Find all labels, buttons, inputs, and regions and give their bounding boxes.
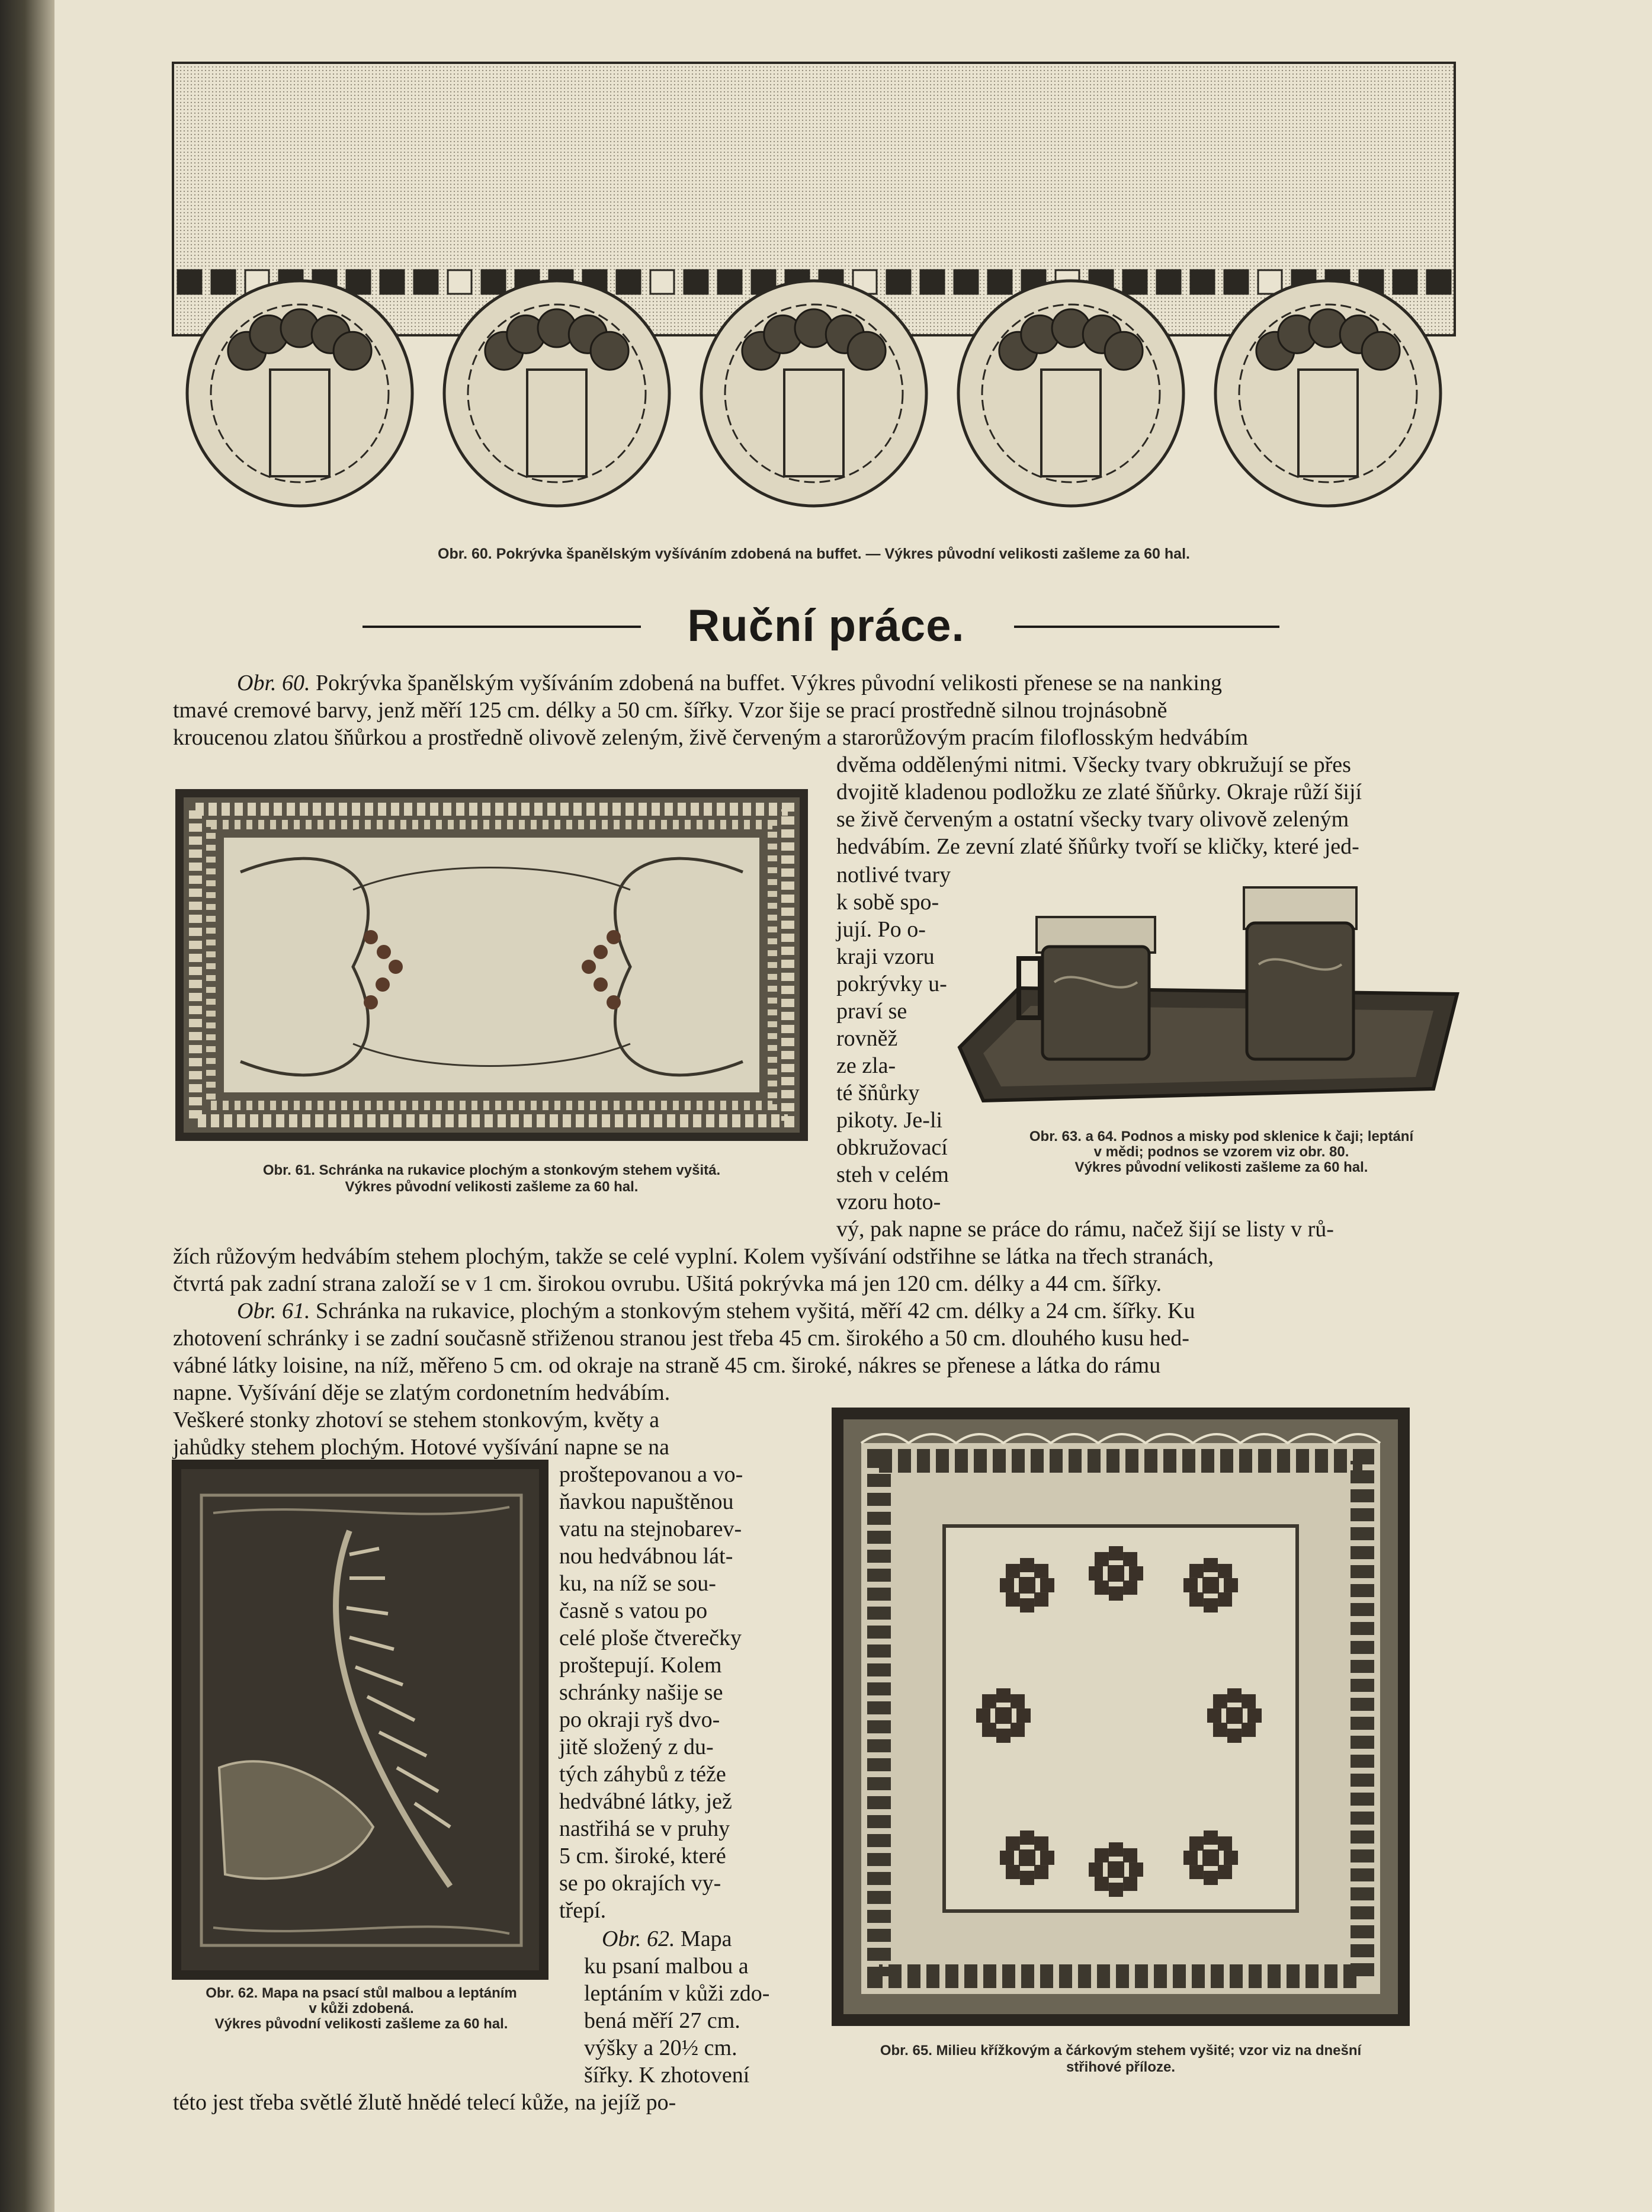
text-line: jitě složený z du- (559, 1735, 714, 1759)
text-line: ku, na níž se sou- (559, 1571, 716, 1596)
text-line (602, 1925, 732, 1953)
text-line: rovněž (836, 1026, 898, 1051)
text-line: hedvábím. Ze zevní zlaté šňůrky tvoří se kličky, které jed- (836, 834, 1359, 859)
text-line: hedvábné látky, jež (559, 1789, 732, 1814)
text-line: Veškeré stonky zhotoví se stehem stonkovým, květy a (173, 1408, 660, 1432)
figure-63-tea-tray (948, 876, 1474, 1124)
caption-line: Obr. 65. Milieu křížkovým a čárkovým stehem vyšité; vzor viz na dnešní (880, 2043, 1362, 2059)
text-line: obkružovací (836, 1135, 948, 1160)
text-line: celé ploše čtverečky (559, 1626, 742, 1650)
figure-62-leather-folder (172, 1460, 548, 1980)
text-line: vábné látky loisine, na níž, měřeno 5 cm. od okraje na straně 45 cm. široké, nákres se přenese a látka do rámu (173, 1353, 1161, 1378)
text-line: schránky našije se (559, 1680, 723, 1705)
text-line: se živě červeným a ostatní všecky tvary olivově zeleným (836, 807, 1349, 832)
figure-62-caption (160, 1986, 563, 2032)
text-line: kroucenou zlatou šňůrkou a prostředně olivově zeleným, živě červeným a starorůžovým pracím filoflosským hedvábím (173, 725, 1249, 750)
text-line: proštepují. Kolem (559, 1653, 722, 1678)
text-line: dvojitě kladenou podložku ze zlaté šňůrky. Okraje růží šijí (836, 780, 1362, 804)
text-line: notlivé tvary (836, 863, 951, 887)
text-line: tých záhybů z téže (559, 1762, 726, 1787)
text-line: pikoty. Je-li (836, 1108, 943, 1133)
text-line: tmavé cremové barvy, jenž měří 125 cm. délky a 50 cm. šířky. Vzor šije se prací prostředně silnou trojnásobně (173, 698, 1167, 723)
text-line: praví se (836, 999, 907, 1024)
text-line: k sobě spo- (836, 890, 939, 915)
caption-line: v mědi; podnos se vzorem viz obr. 80. (1093, 1144, 1349, 1160)
caption-line: Výkres původní velikosti zašleme za 60 hal. (1074, 1159, 1368, 1175)
tea-tray-photo (948, 876, 1474, 1124)
text-line: dvěma oddělenými nitmi. Všecky tvary obkružují se přes (836, 752, 1351, 777)
text-line: časně s vatou po (559, 1598, 708, 1623)
caption-line: Obr. 62. Mapa na psací stůl malbou a leptáním (206, 1985, 517, 2001)
text-line: čtvrtá pak zadní strana založí se v 1 cm. širokou ovrubu. Ušitá pokrývka má jen 120 cm. délky a 44 cm. šířky. (173, 1271, 1162, 1296)
text-line: napne. Vyšívání děje se zlatým cordonetním hedvábím. (173, 1380, 671, 1405)
text-lead: Obr. 62. (602, 1926, 675, 1951)
text-lead: Obr. 60. (237, 671, 310, 695)
text-line: jují. Po o- (836, 917, 926, 942)
text-line: vzoru hoto- (836, 1190, 941, 1214)
text-span: Schránka na rukavice, plochým a stonkovým stehem vyšitá, měří 42 cm. délky a 24 cm. šířky. Ku (316, 1299, 1195, 1323)
glove-box-photo (175, 789, 808, 1141)
text-line: výšky a 20½ cm. (584, 2035, 737, 2060)
text-line: vatu na stejnobarev- (559, 1517, 742, 1541)
caption-line: Výkres původní velikosti zašleme za 60 hal. (345, 1179, 639, 1195)
text-line: bená měří 27 cm. (584, 2008, 740, 2033)
text-span: Pokrývka španělským vyšíváním zdobená na buffet. Výkres původní velikosti přenese se na nanking (316, 671, 1222, 695)
figure-61-glove-box (175, 789, 808, 1141)
text-line: ňavkou napuštěnou (559, 1489, 734, 1514)
text-line: leptáním v kůži zdo- (584, 1981, 770, 2006)
text-line: nastřihá se v pruhy (559, 1816, 730, 1841)
figure-60-lace-border (172, 62, 1456, 530)
text-lead: Obr. 61. (237, 1299, 310, 1323)
text-line: po okraji ryš dvo- (559, 1707, 720, 1732)
milieu-photo (832, 1408, 1410, 2026)
text-line: třepí. (559, 1898, 607, 1923)
caption-line: Obr. 63. a 64. Podnos a misky pod sklenice k čaji; leptání (1029, 1129, 1414, 1145)
text-line: té šňůrky (836, 1081, 920, 1105)
caption-line: v kůži zdobená. (309, 2001, 414, 2017)
text-line: nou hedvábnou lát- (559, 1544, 733, 1569)
text-line: zhotovení schránky i se zadní současně střiženou stranou jest třeba 45 cm. širokého a 50 cm. dlouhého kusu hed- (173, 1326, 1189, 1351)
leather-folder-photo (172, 1460, 548, 1980)
text-line: se po okrajích vy- (559, 1871, 721, 1896)
text-line: této jest třeba světlé žlutě hnědé telecí kůže, na jejíž po- (173, 2090, 676, 2115)
figure-61-caption (175, 1162, 808, 1195)
caption-line: Obr. 61. Schránka na rukavice plochým a stonkovým stehem vyšitá. (262, 1162, 721, 1178)
caption-line: střihové příloze. (1066, 2059, 1176, 2075)
text-line (237, 1297, 1195, 1325)
text-line: žích růžovým hedvábím stehem plochým, takže se celé vyplní. Kolem vyšívání odstřihne se látka na třech stranách, (173, 1244, 1214, 1269)
figure-60-caption: Obr. 60. Pokrývka španělským vyšíváním zdobená na buffet. — Výkres původní velikosti zašleme za 60 hal. (438, 546, 1190, 562)
text-span: Mapa (681, 1926, 732, 1951)
text-line: 5 cm. široké, které (559, 1844, 726, 1868)
lace-border-illustration (172, 62, 1456, 530)
text-line: ku psaní malbou a (584, 1954, 749, 1979)
text-line: proštepovanou a vo- (559, 1462, 743, 1487)
text-line (237, 669, 1222, 697)
text-line: šířky. K zhotovení (584, 2063, 750, 2088)
figure-65-milieu (832, 1408, 1410, 2026)
book-spine-shadow (0, 0, 54, 2212)
caption-line: Výkres původní velikosti zašleme za 60 hal. (214, 2016, 508, 2032)
figure-63-caption (990, 1129, 1452, 1175)
figure-65-caption (817, 2043, 1424, 2076)
text-line: pokrývky u- (836, 972, 947, 996)
page-heading: Ruční práce. (687, 601, 965, 651)
text-line: kraji vzoru (836, 944, 935, 969)
text-line: ze zla- (836, 1053, 896, 1078)
text-line: vý, pak napne se práce do rámu, načež šijí se listy v rů- (836, 1217, 1334, 1242)
heading-rule-right (1014, 626, 1279, 628)
text-line: steh v celém (836, 1162, 949, 1187)
text-line: jahůdky stehem plochým. Hotové vyšívání napne se na (173, 1435, 669, 1460)
